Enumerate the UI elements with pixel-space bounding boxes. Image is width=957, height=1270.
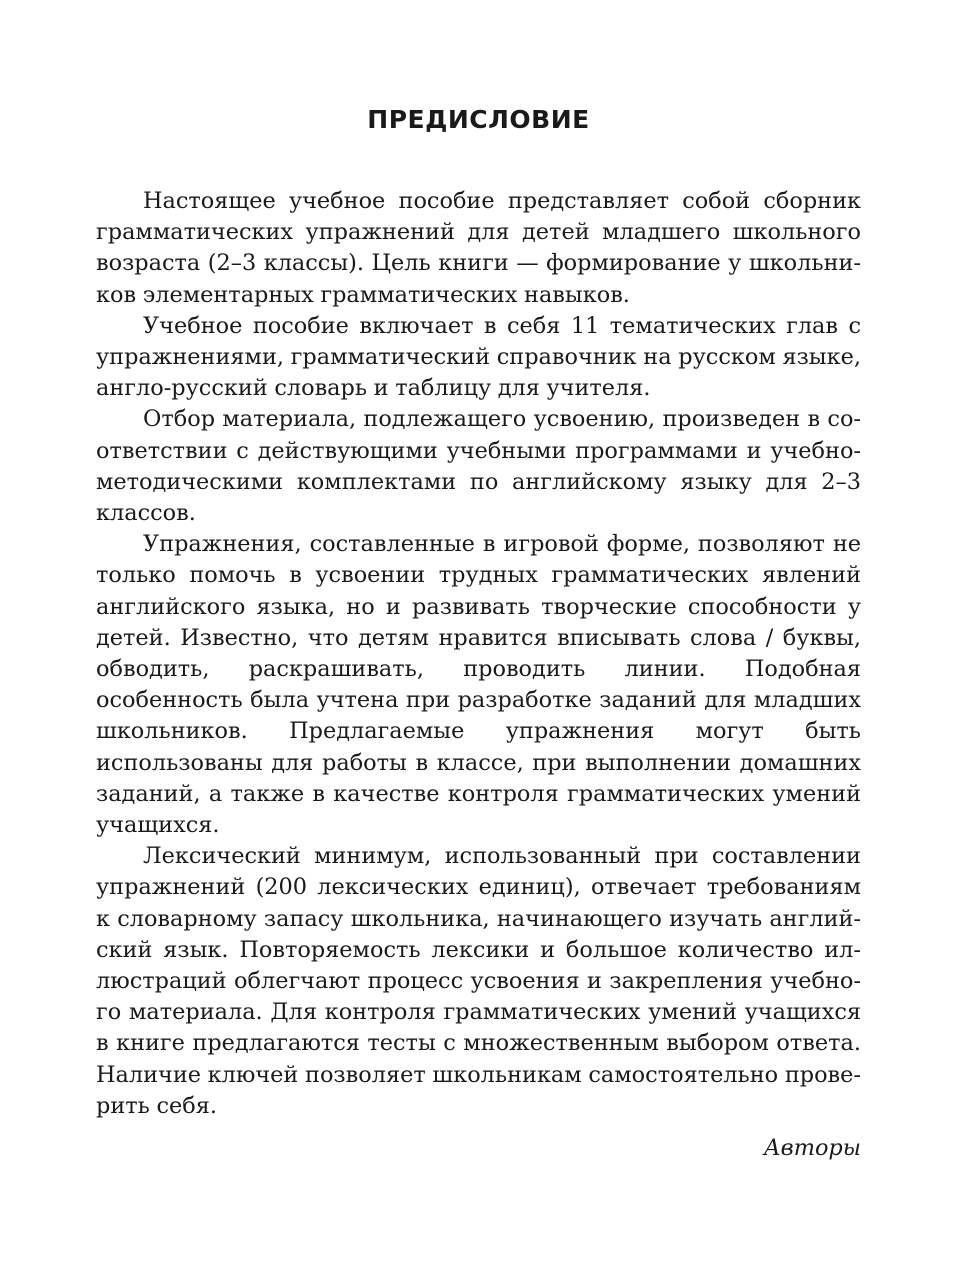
paragraph: Учебное пособие включает в себя 11 тематических глав с упражнениями, грамматический справочник на русском языке, англо-русский словарь и таблицу для учителя. [96, 312, 861, 402]
page-title: ПРЕДИСЛОВИЕ [367, 105, 590, 134]
paragraph: Настоящее учебное пособие представляет собой сборник грамматических упражнений для детей младшего школьного возраста (2–3 классы). Цель книги — формирование у школьников элементарных грамматических навыков. [96, 188, 861, 308]
signature: Авторы [763, 1135, 861, 1162]
paragraph: Отбор материала, подлежащего усвоению, произведен в соответствии с действующими учебными программами и учебно-методическими комплектами по английскому языку для 2–3 классов. [96, 406, 861, 527]
paragraph: Лексический минимум, использованный при составлении упражнений (200 лексических единиц), отвечает требованиям к словарному запасу школьника, начинающего изучать английский язык. Повторяемость лексики и большое количество иллюстраций облегчают процесс усвоения и закрепления учебного материала. Для контроля грамматических умений учащихся в книге предлагаются тесты с множественным выбором ответа. Наличие ключей позволяет школьникам самостоятельно проверить себя. [96, 843, 861, 1119]
preface-body [96, 186, 861, 1122]
paragraph: Упражнения, составленные в игровой форме, позволяют не только помочь в усвоении трудных грамматических явлений английского языка, но и развивать творческие способности у детей. Известно, что детям нравится вписывать слова / буквы, обводить, раскрашивать, проводить линии. Подобная особенность была учтена при разработке заданий для младших школьников. Предлагаемые упражнения могут быть использованы для работы в классе, при выполнении домашних заданий, а также в качестве контроля грамматических умений учащихся. [96, 531, 861, 839]
page [96, 105, 861, 1161]
